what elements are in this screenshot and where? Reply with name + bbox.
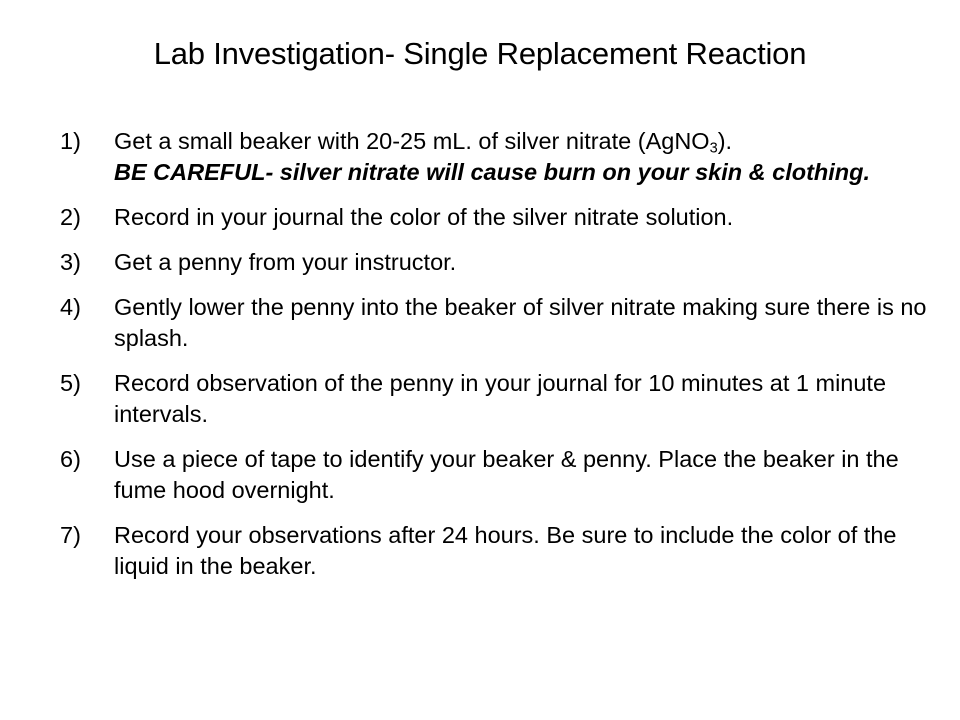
step-number: 1) [60,128,81,154]
step-4 [60,292,940,354]
step-number: 6) [60,446,81,472]
step-number: 4) [60,294,81,320]
step-text: Gently lower the penny into the beaker of silver nitrate making sure there is no splash. [114,294,927,351]
step-1 [60,126,940,188]
step-3 [60,247,940,278]
step-text [114,128,733,157]
safety-warning: BE CAREFUL- silver nitrate will cause burn on your skin & clothing. [114,159,871,185]
step-text: Record in your journal the color of the silver nitrate solution. [114,204,734,230]
step-number: 5) [60,370,81,396]
step-2 [60,202,940,233]
step-text-main: Get a small beaker with 20-25 mL. of silver nitrate (AgNO [114,128,710,154]
step-text: Use a piece of tape to identify your beaker & penny. Place the beaker in the fume hood overnight. [114,446,899,503]
step-number: 3) [60,249,81,275]
subscript: 3 [709,140,718,157]
step-text: Record your observations after 24 hours. Be sure to include the color of the liquid in the beaker. [114,522,897,579]
procedure-list [60,126,940,596]
step-number: 2) [60,204,81,230]
step-7 [60,520,940,582]
step-6 [60,444,940,506]
step-text: Get a penny from your instructor. [114,249,457,275]
slide-title: Lab Investigation- Single Replacement Reaction [153,36,807,71]
step-number: 7) [60,522,81,548]
step-text: Record observation of the penny in your journal for 10 minutes at 1 minute intervals. [114,370,887,427]
step-text-end: ). [717,128,733,154]
step-5 [60,368,940,430]
